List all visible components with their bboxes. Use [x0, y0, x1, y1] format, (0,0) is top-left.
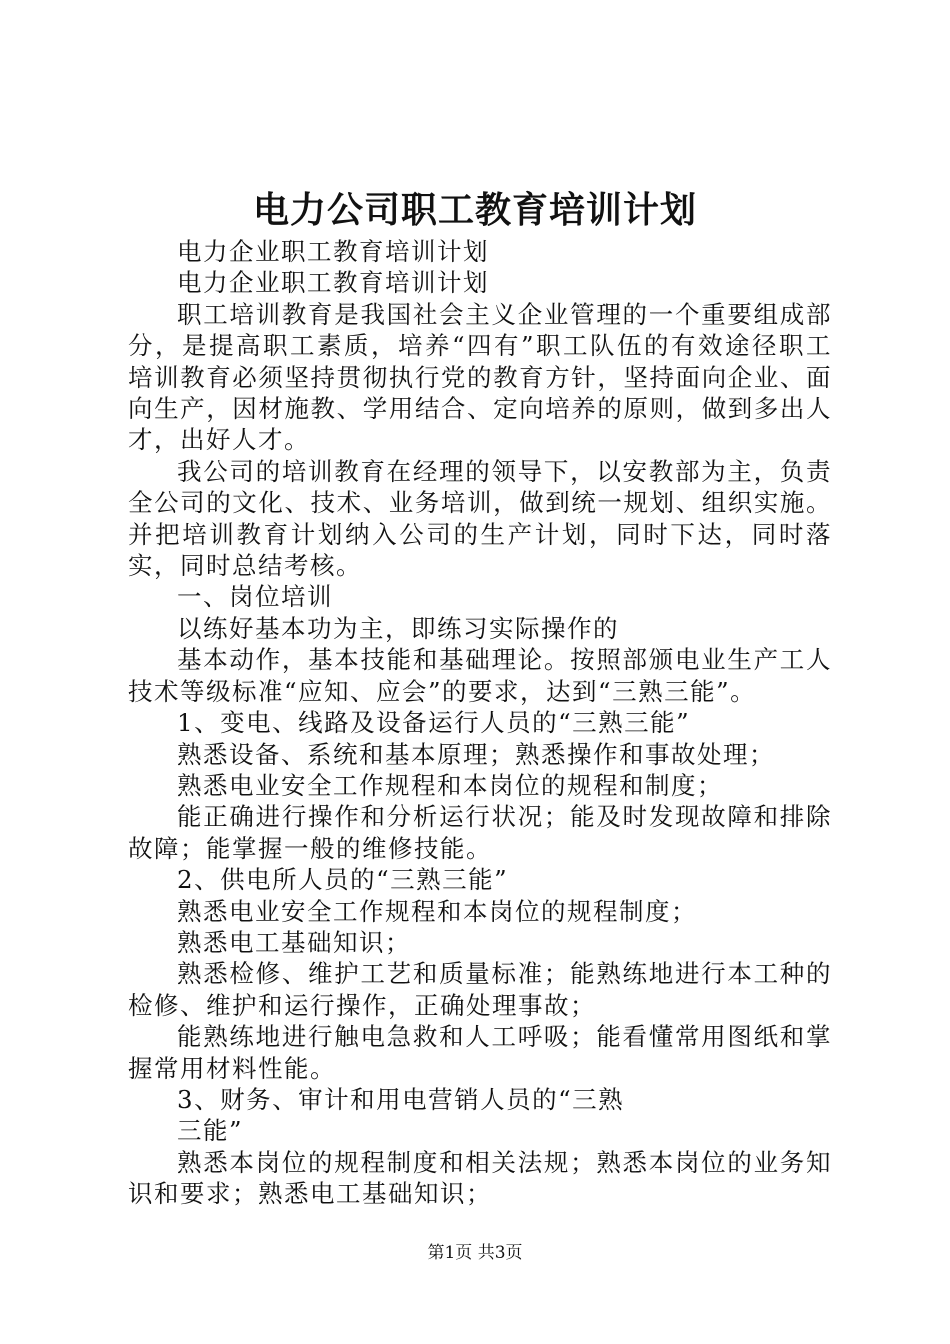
paragraph: 三能” [177, 1116, 244, 1146]
paragraph: 能熟练地进行触电急救和人工呼吸；能看懂常用图纸和掌握常用材料性能。 [128, 1022, 832, 1083]
paragraph: 熟悉检修、维护工艺和质量标准；能熟练地进行本工种的检修、维护和运行操作，正确处理事故； [128, 959, 832, 1020]
subsection-heading: 3、财务、审计和用电营销人员的“三熟 [177, 1084, 625, 1114]
paragraph: 职工培训教育是我国社会主义企业管理的一个重要组成部分，是提高职工素质，培养“四有”职工队伍的有效途径职工培训教育必须坚持贯彻执行党的教育方针，坚持面向企业、面向生产，因材施教、学用结合、定向培养的原则，做到多出人才，出好人才。 [128, 299, 832, 455]
document-body [128, 236, 832, 1210]
paragraph: 熟悉本岗位的规程制度和相关法规；熟悉本岗位的业务知识和要求；熟悉电工基础知识； [128, 1147, 832, 1209]
paragraph: 熟悉电业安全工作规程和本岗位的规程制度； [177, 896, 697, 926]
paragraph: 我公司的培训教育在经理的领导下，以安教部为主，负责全公司的文化、技术、业务培训，做到统一规划、组织实施。并把培训教育计划纳入公司的生产计划，同时下达，同时落实，同时总结考核。 [128, 456, 832, 581]
subsection-heading: 1、变电、线路及设备运行人员的“三熟三能” [177, 708, 691, 738]
paragraph: 电力企业职工教育培训计划 [177, 268, 489, 298]
paragraph: 熟悉电工基础知识； [177, 927, 411, 957]
document-title: 电力公司职工教育培训计划 [252, 189, 697, 231]
page-footer: 第1页 共3页 [427, 1243, 523, 1263]
paragraph: 熟悉电业安全工作规程和本岗位的规程和制度； [177, 770, 723, 800]
paragraph: 电力企业职工教育培训计划 [177, 237, 489, 266]
paragraph: 熟悉设备、系统和基本原理；熟悉操作和事故处理； [177, 739, 775, 769]
subsection-heading: 2、供电所人员的“三熟三能” [177, 865, 509, 895]
paragraph: 能正确进行操作和分析运行状况；能及时发现故障和排除故障；能掌握一般的维修技能。 [128, 802, 832, 863]
section-heading: 一、岗位培训 [177, 582, 333, 612]
paragraph: 基本动作，基本技能和基础理论。按照部颁电业生产工人技术等级标准“应知、应会”的要求，达到“三熟三能”。 [128, 645, 832, 706]
paragraph: 以练好基本功为主，即练习实际操作的 [177, 613, 619, 643]
